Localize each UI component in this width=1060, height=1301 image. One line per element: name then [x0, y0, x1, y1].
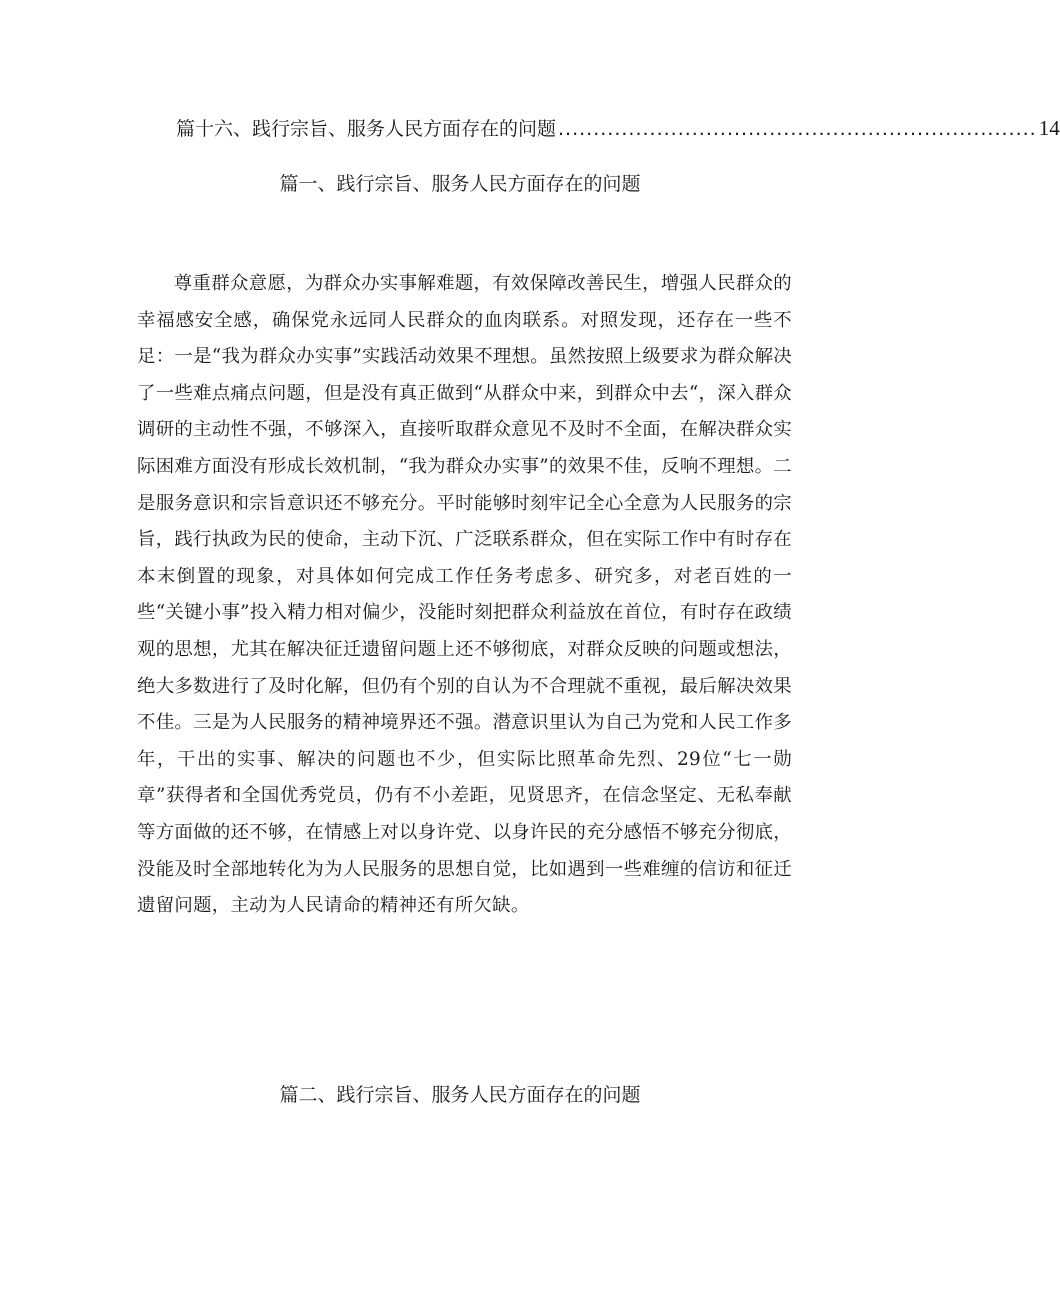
- section-2-title: 篇二、践行宗旨、服务人民方面存在的问题: [279, 1084, 641, 1106]
- toc-leader-dots: ....................................................................: [558, 118, 1037, 140]
- toc-entry[interactable]: [176, 114, 1060, 143]
- section-1-title: 篇一、践行宗旨、服务人民方面存在的问题: [279, 173, 641, 195]
- section-1-paragraph: 尊重群众意愿，为群众办实事解难题，有效保障改善民生，增强人民群众的幸福感安全感，确保党永远同人民群众的血肉联系。对照发现，还存在一些不足：一是“我为群众办实事”实践活动效果不理想。虽然按照上级要求为群众解决了一些难点痛点问题，但是没有真正做到“从群众中来，到群众中去“，深入群众调研的主动性不强，不够深入，直接听取群众意见不及时不全面，在解决群众实际困难方面没有形成长效机制，“我为群众办实事”的效果不佳，反响不理想。二是服务意识和宗旨意识还不够充分。平时能够时刻牢记全心全意为人民服务的宗旨，践行执政为民的使命，主动下沉、广泛联系群众，但在实际工作中有时存在本末倒置的现象，对具体如何完成工作任务考虑多、研究多，对老百姓的一些“关键小事”投入精力相对偏少，没能时刻把群众利益放在首位，有时存在政绩观的思想，尤其在解决征迁遗留问题上还不够彻底，对群众反映的问题或想法，绝大多数进行了及时化解，但仍有个别的自认为不合理就不重视，最后解决效果不佳。三是为人民服务的精神境界还不强。潜意识里认为自己为党和人民工作多年，干出的实事、解决的问题也不少，但实际比照革命先烈、29位“七一勋章”获得者和全国优秀党员，仍有不小差距，见贤思齐，在信念坚定、无私奉献等方面做的还不够，在情感上对以身许党、以身许民的充分感悟不够充分彻底，没能及时全部地转化为为人民服务的思想自觉，比如遇到一些难缠的信访和征迁遗留问题，主动为人民请命的精神还有所欠缺。: [137, 273, 792, 917]
- toc-entry-title: 篇十六、践行宗旨、服务人民方面存在的问题: [176, 118, 557, 140]
- section-1-body: [137, 266, 792, 925]
- toc-page-number: 14: [1038, 116, 1060, 140]
